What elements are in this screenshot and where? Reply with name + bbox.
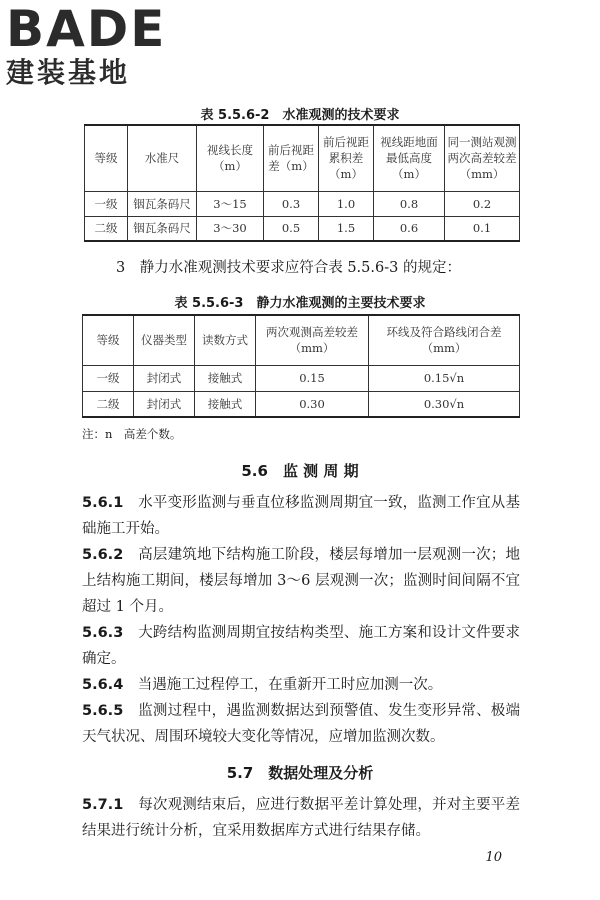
table1-cell: 二级 (85, 216, 128, 241)
clause-text: 当遇施工过程停工，在重新开工时应加测一次。 (137, 677, 443, 693)
table1-header: 前后视距累积差（m） (319, 125, 374, 191)
clause-number: 5.6.3 (82, 625, 124, 641)
logo-sub-text: 建装基地 (6, 56, 131, 89)
clause-5-6-2 (82, 542, 520, 620)
table2-cell: 接触式 (195, 391, 256, 417)
table-note: 注：n 高差个数。 (82, 427, 182, 441)
table1-cell: 0.1 (445, 216, 520, 241)
clause-number: 5.6.1 (82, 495, 124, 511)
table2-header: 仪器类型 (134, 315, 195, 365)
clause-number: 5.6.5 (82, 703, 124, 719)
clause-number: 5.6.4 (82, 677, 124, 693)
table1-header: 同一测站观测两次高差较差（mm） (445, 125, 520, 191)
clause-text: 水平变形监测与垂直位移监测周期宜一致，监测工作宜从基础施工开始。 (82, 495, 521, 537)
table1-cell: 铟瓦条码尺 (128, 191, 197, 216)
table1-caption: 表 5.5.6-2 水准观测的技术要求 (200, 108, 400, 123)
table1-cell: 0.5 (264, 216, 319, 241)
table2-header: 等级 (83, 315, 134, 365)
clause-5-7-1 (82, 792, 520, 844)
table1 (84, 124, 520, 242)
page-number: 10 (485, 850, 502, 865)
table1-cell: 一级 (85, 191, 128, 216)
table2-cell: 0.15√n (369, 365, 520, 391)
table1-header: 等级 (85, 125, 128, 191)
clause-5-6-5 (82, 698, 520, 750)
clause-5-6-4 (82, 672, 520, 698)
logo-main-text: BADE (6, 0, 167, 58)
table1-cell: 0.2 (445, 191, 520, 216)
table1-header: 视线距地面最低高度（m） (374, 125, 445, 191)
table2-header: 两次观测高差较差（mm） (256, 315, 369, 365)
table1-cell: 1.5 (319, 216, 374, 241)
table2-cell: 接触式 (195, 365, 256, 391)
clause-number: 5.7.1 (82, 797, 124, 813)
table2-cell: 0.30 (256, 391, 369, 417)
table1-cell: 0.3 (264, 191, 319, 216)
table1-cell: 铟瓦条码尺 (128, 216, 197, 241)
table2-cell: 0.15 (256, 365, 369, 391)
table1-cell: 1.0 (319, 191, 374, 216)
table2-cell: 0.30√n (369, 391, 520, 417)
table1-header: 前后视距差（m） (264, 125, 319, 191)
table2-header: 环线及符合路线闭合差（mm） (369, 315, 520, 365)
table1-cell: 0.8 (374, 191, 445, 216)
table2-header-row (83, 315, 520, 365)
table-row (85, 191, 520, 216)
table-row (85, 216, 520, 241)
table1-header: 视线长度（m） (197, 125, 264, 191)
table1-header: 水准尺 (128, 125, 197, 191)
clause-text: 每次观测结束后，应进行数据平差计算处理，并对主要平差结果进行统计分析，宜采用数据库方式进行结果存储。 (82, 797, 521, 839)
table1-header-row (85, 125, 520, 191)
section-5-7-title: 5.7 数据处理及分析 (226, 764, 374, 782)
clause-text: 高层建筑地下结构施工阶段，楼层每增加一层观测一次；地上结构施工期间，楼层每增加 3～6 层观测一次；监测时间间隔不宜超过 1 个月。 (82, 547, 521, 615)
table2-cell: 二级 (83, 391, 134, 417)
clause-3: 3 静力水准观测技术要求应符合表 5.5.6-3 的规定： (116, 260, 461, 276)
section-5-6-title: 5.6 监 测 周 期 (241, 462, 359, 480)
table2-cell: 封闭式 (134, 391, 195, 417)
table2-cell: 一级 (83, 365, 134, 391)
table-row (83, 365, 520, 391)
table1-cell: 0.6 (374, 216, 445, 241)
table2 (82, 314, 520, 418)
table1-cell: 3～30 (197, 216, 264, 241)
clause-text: 大跨结构监测周期宜按结构类型、施工方案和设计文件要求确定。 (82, 625, 521, 667)
clause-number: 5.6.2 (82, 547, 124, 563)
table2-caption: 表 5.5.6-3 静力水准观测的主要技术要求 (174, 296, 426, 311)
table2-header: 读数方式 (195, 315, 256, 365)
clause-5-6-1 (82, 490, 520, 542)
table1-cell: 3～15 (197, 191, 264, 216)
clause-5-6-3 (82, 620, 520, 672)
clause-text: 监测过程中，遇监测数据达到预警值、发生变形异常、极端天气状况、周围环境较大变化等情况，应增加监测次数。 (82, 703, 521, 745)
table2-cell: 封闭式 (134, 365, 195, 391)
logo (6, 0, 167, 90)
table-row (83, 391, 520, 417)
